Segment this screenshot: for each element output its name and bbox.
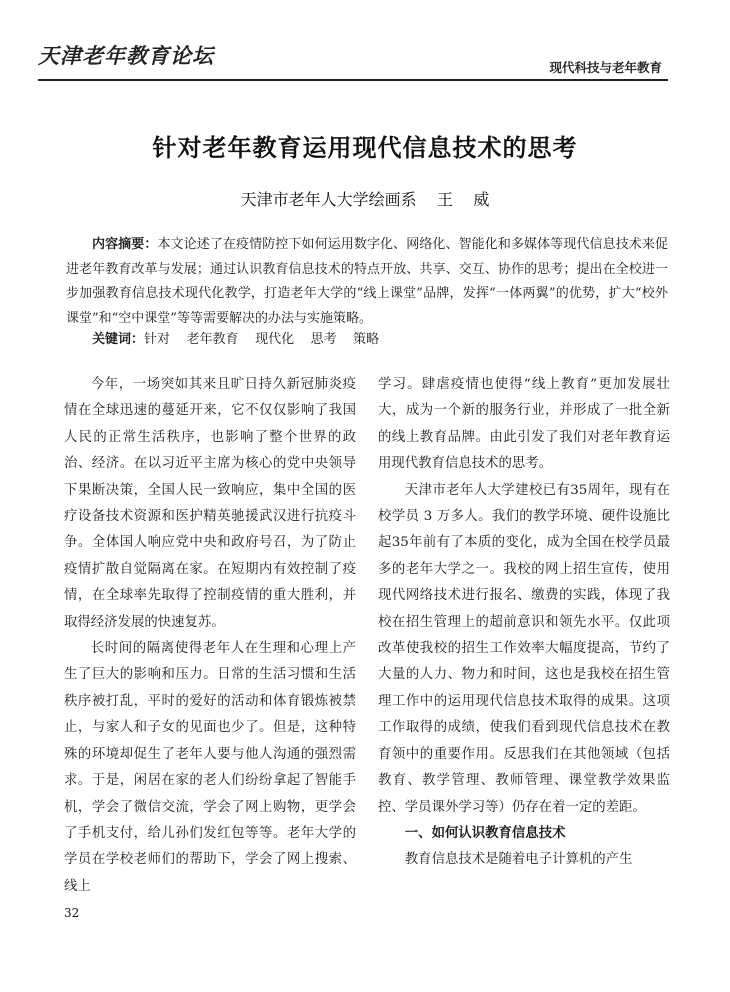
body-paragraph: 今年，一场突如其来且旷日持久新冠肺炎疫情在全球迅速的蔓延开来，它不仅仅影响了我国人民的正常生活秩序，也影响了整个世界的政治、经济。在以习近平主席为核心的党中央领导下果断决策，全国人民一致响应，集中全国的医疗设备技术资源和医护精英驰援武汉进行抗疫斗争。全体国人响应党中央和政府号召，为了防止疫情扩散自觉隔离在家。在短期内有效控制了疫情，在全球率先取得了控制疫情的重大胜利，并取得经济发展的快速复苏。 [64, 377, 356, 630]
body-paragraph: 长时间的隔离使得老年人在生理和心理上产生了巨大的影响和压力。日常的生活习惯和生活秩序被打乱，平时的爱好的活动和体育锻炼被禁止，与家人和子女的见面也少了。但是，这种特殊的环境却促生了老年人要与他人沟通的强烈需求。于是，闲居在家的老人们纷纷拿起了智能手机，学会了微信交流，学会了网上购物，更学会了手机支付，给儿孙们发红包等等。老年大学的学员在学校老师们的帮助下，学会了网上搜索、线上 [64, 641, 356, 894]
keywords-label: 关键词： [92, 332, 145, 347]
author-affiliation: 天津市老年人大学绘画系 王 威 [240, 190, 490, 209]
body-column-left [64, 372, 356, 900]
body-paragraph: 教育信息技术是随着电子计算机的产生 [404, 852, 633, 868]
abstract-text: 本文论述了在疫情防控下如何运用数字化、网络化、智能化和多媒体等现代信息技术来促进老年教育改革与发展；通过认识教育信息技术的特点开放、共享、交互、协作的思考；提出在全校进一步加强教育信息技术现代化教学，打造老年大学的“线上课堂”品牌，发挥“一体两翼”的优势，扩大“校外课堂”和“空中课堂”等等需要解决的办法与实施策略。 [66, 237, 668, 326]
body-paragraph-continuation: 学习。肆虐疫情也使得“线上教育”更加发展壮大，成为一个新的服务行业，并形成了一批全新的线上教育品牌。由此引发了我们对老年教育运用现代教育信息技术的思考。 [378, 377, 670, 472]
page-number: 32 [64, 906, 80, 920]
body-paragraph: 天津市老年人大学建校已有35周年，现有在校学员 3 万多人。我们的教学环境、硬件设施比起35年前有了本质的变化，成为全国在校学员最多的老年大学之一。我校的网上招生宣传，使用现代网络技术进行报名、缴费的实践，体现了我校在招生管理上的超前意识和领先水平。仅此项改革使我校的招生工作效率大幅度提高，节约了大量的人力、物力和时间，这也是我校在招生管理工作中的运用现代信息技术取得的成果。这项工作取得的成绩，使我们看到现代信息技术在教育领中的重要作用。反思我们在其他领域（包括教育、教学管理、教师管理、课堂教学效果监控、学员课外学习等）仍存在着一定的差距。 [378, 482, 670, 815]
keywords [92, 328, 379, 347]
journal-logo: 天津老年教育论坛 [38, 43, 214, 68]
article-title: 针对老年教育运用现代信息技术的思考 [152, 134, 578, 162]
header-divider [38, 79, 668, 81]
section-heading: 一、如何认识教育信息技术 [404, 825, 566, 841]
abstract-label: 内容摘要： [92, 237, 158, 252]
section-title: 现代科技与老年教育 [549, 60, 662, 75]
keywords-text: 针对 老年教育 现代化 思考 策略 [144, 332, 380, 347]
abstract [66, 233, 668, 331]
body-column-right [378, 372, 670, 874]
